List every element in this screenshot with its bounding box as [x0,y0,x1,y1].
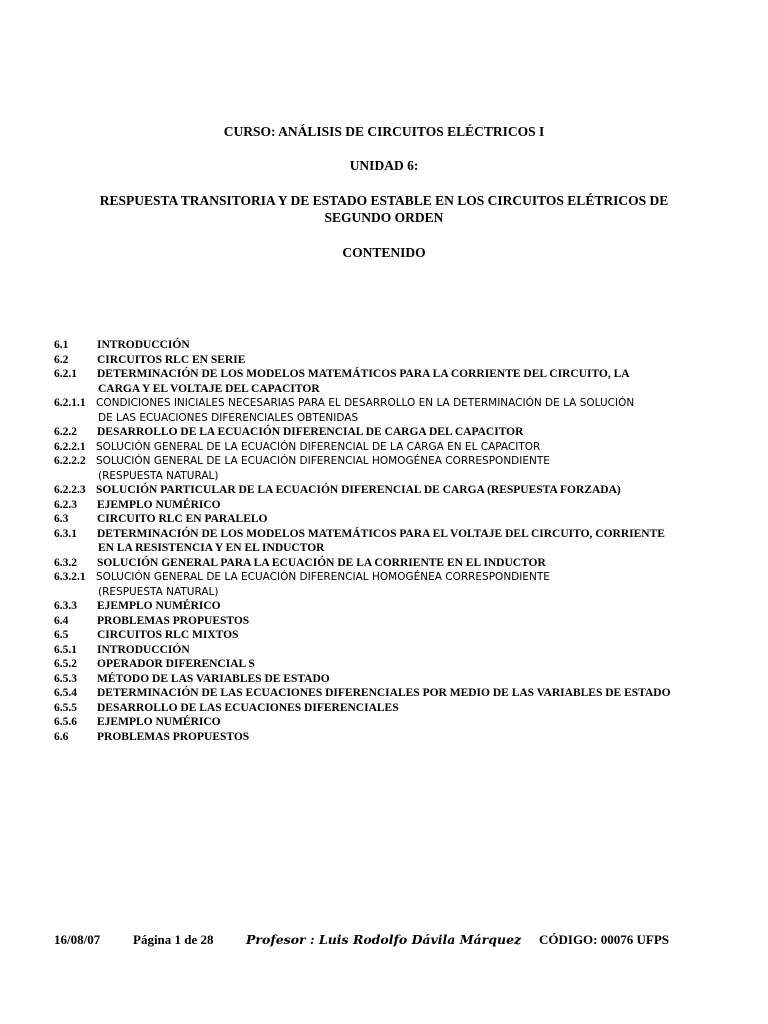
toc-entry-number: 6.5.3 [54,672,77,685]
toc-entry-number: 6.3 [54,513,69,525]
toc-entry [54,614,754,629]
toc-entry-number: 6.3.3 [54,600,77,612]
footer-code: CÓDIGO: 00076 UFPS [539,932,669,947]
toc-entry-title: DESARROLLO DE LA ECUACIÓN DIFERENCIAL DE CARGA DEL CAPACITOR [97,426,524,438]
toc-entry [54,730,754,745]
toc-entry [54,556,754,571]
toc-entry-number: 6.5.6 [54,716,77,728]
toc-entry-title: INTRODUCCIÓN [97,643,190,656]
toc-entry [54,338,754,353]
toc-entry [54,353,754,368]
toc-entry-number: 6.3.2.1 [54,571,86,583]
toc-entry-title: SOLUCIÓN GENERAL DE LA ECUACIÓN DIFERENCIAL HOMOGÉNEA CORRESPONDIENTE [96,455,550,467]
toc-entry [54,498,754,513]
toc-entry [54,382,754,397]
toc-entry-title: CARGA Y EL VOLTAJE DEL CAPACITOR [98,382,320,395]
toc-entry-title: EN LA RESISTENCIA Y EN EL INDUCTOR [98,542,325,554]
toc-entry-title: EJEMPLO NUMÉRICO [97,600,221,612]
footer-professor-signature: Profesor : Luis Rodolfo Dávila Márquez [246,932,522,947]
page-footer [0,932,768,950]
footer-page-number: Página 1 de 28 [133,932,214,947]
footer-date: 16/08/07 [54,932,101,947]
toc-entry [54,701,754,716]
toc-entry-title: CIRCUITOS RLC EN SERIE [97,353,246,366]
toc-entry-title: CIRCUITOS RLC MIXTOS [97,629,239,641]
toc-entry [54,672,754,687]
toc-entry-title: DE LAS ECUACIONES DIFERENCIALES OBTENIDAS [98,411,359,424]
toc-entry-number: 6.1 [54,339,69,351]
toc-entry-title: SOLUCIÓN GENERAL DE LA ECUACIÓN DIFERENCIAL DE LA CARGA EN EL CAPACITOR [96,440,541,453]
toc-entry-title: SOLUCIÓN GENERAL DE LA ECUACIÓN DIFERENCIAL HOMOGÉNEA CORRESPONDIENTE [96,571,550,583]
toc-entry [54,425,754,440]
toc-entry-title: EJEMPLO NUMÉRICO [97,498,221,511]
toc-entry-number: 6.4 [54,614,69,627]
toc-entry-number: 6.2.2.1 [54,440,86,453]
toc-entry-title: OPERADOR DIFERENCIAL S [97,658,255,670]
toc-entry-number: 6.2.1.1 [54,397,86,409]
toc-entry-number: 6.5 [54,629,69,641]
toc-entry [54,628,754,643]
toc-entry-number: 6.2 [54,353,69,366]
toc-entry-title: SOLUCIÓN GENERAL PARA LA ECUACIÓN DE LA CORRIENTE EN EL INDUCTOR [97,556,546,569]
toc-entry [54,715,754,730]
toc-entry-number: 6.5.2 [54,658,77,670]
document-title-line-1: RESPUESTA TRANSITORIA Y DE ESTADO ESTABLE EN LOS CIRCUITOS ELÉTRICOS DE [99,193,669,208]
toc-entry-number: 6.5.5 [54,701,77,714]
toc-entry [54,686,754,701]
document-title-line-2: SEGUNDO ORDEN [324,210,444,225]
toc-entry-title: PROBLEMAS PROPUESTOS [97,730,250,743]
toc-entry-number: 6.6 [54,730,69,743]
toc-entry [54,440,754,455]
toc-entry [54,469,754,484]
toc-entry-number: 6.2.2.2 [54,455,86,467]
toc-entry [54,527,754,542]
toc-entry-number: 6.5.4 [54,687,77,699]
toc-entry [54,541,754,556]
toc-entry-number: 6.5.1 [54,643,77,656]
toc-entry-number: 6.2.2 [54,426,77,438]
toc-entry-title: CIRCUITO RLC EN PARALELO [97,513,268,525]
toc-entry [54,396,754,411]
toc-entry-title: PROBLEMAS PROPUESTOS [97,614,250,627]
toc-entry-title: MÉTODO DE LAS VARIABLES DE ESTADO [97,672,330,685]
toc-entry [54,585,754,600]
toc-entry-number: 6.2.1 [54,368,77,380]
toc-entry [54,512,754,527]
toc-entry-title: DETERMINACIÓN DE LOS MODELOS MATEMÁTICOS PARA LA CORRIENTE DEL CIRCUITO, LA [97,368,630,380]
toc-entry-title: EJEMPLO NUMÉRICO [97,716,221,728]
table-of-contents [54,338,754,744]
toc-entry-title: INTRODUCCIÓN [97,339,190,351]
course-title: CURSO: ANÁLISIS DE CIRCUITOS ELÉCTRICOS I [223,124,545,139]
toc-entry-number: 6.3.2 [54,556,77,569]
toc-entry-title: (RESPUESTA NATURAL) [98,585,219,598]
toc-entry-title: CONDICIONES INICIALES NECESARIAS PARA EL DESARROLLO EN LA DETERMINACIÓN DE LA SOLUCIÓN [96,397,635,409]
toc-entry [54,657,754,672]
toc-entry [54,411,754,426]
toc-entry-title: SOLUCIÓN PARTICULAR DE LA ECUACIÓN DIFERENCIAL DE CARGA (RESPUESTA FORZADA) [96,484,621,496]
toc-entry [54,643,754,658]
toc-entry [54,599,754,614]
toc-entry-number: 6.2.2.3 [54,484,86,496]
toc-entry-title: DETERMINACIÓN DE LOS MODELOS MATEMÁTICOS PARA EL VOLTAJE DEL CIRCUITO, CORRIENTE [97,527,665,540]
toc-entry-number: 6.3.1 [54,527,77,540]
toc-entry [54,367,754,382]
toc-entry [54,570,754,585]
contents-heading: CONTENIDO [342,245,426,260]
toc-entry-title: DESARROLLO DE LAS ECUACIONES DIFERENCIALES [97,701,399,714]
toc-entry [54,454,754,469]
toc-entry-title: DETERMINACIÓN DE LAS ECUACIONES DIFERENCIALES POR MEDIO DE LAS VARIABLES DE ESTADO [97,687,671,699]
toc-entry-number: 6.2.3 [54,498,77,511]
toc-entry [54,483,754,498]
toc-entry-title: (RESPUESTA NATURAL) [98,469,219,482]
unit-title: UNIDAD 6: [349,158,419,173]
